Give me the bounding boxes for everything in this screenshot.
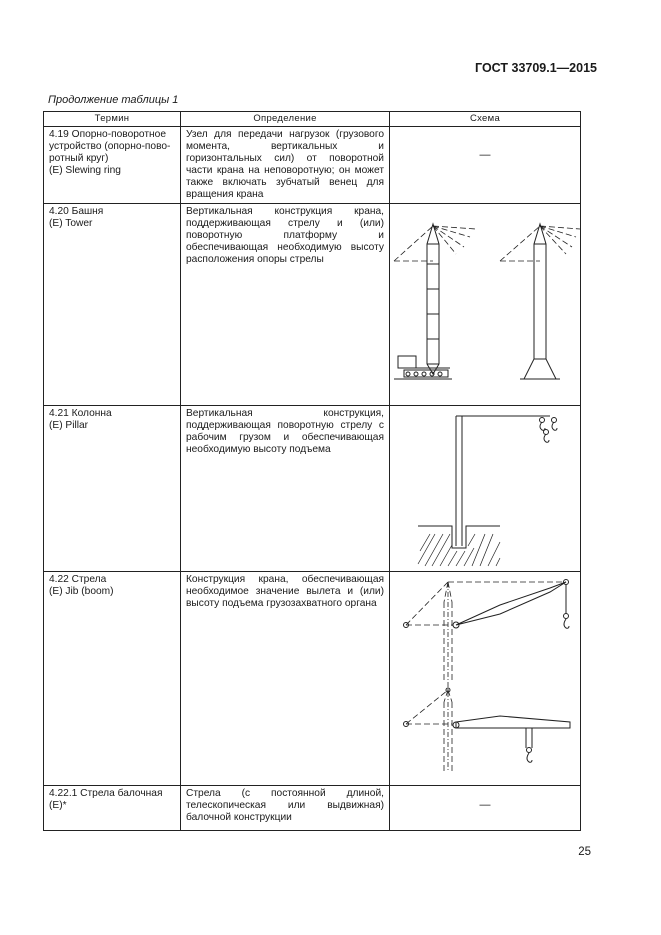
schema-cell <box>390 786 581 831</box>
term-cell <box>44 786 181 831</box>
schema-cell <box>390 127 581 204</box>
schema-cell <box>390 204 581 406</box>
term-line: (E) Jib (boom) <box>49 586 114 597</box>
term-cell <box>44 204 181 406</box>
term-line: 4.22.1 Стрела балочная <box>49 788 163 799</box>
table-row <box>44 572 581 786</box>
column-header-schema: Схема <box>390 112 581 127</box>
terms-table <box>43 111 581 831</box>
term-cell <box>44 406 181 572</box>
table-row <box>44 127 581 204</box>
term-line: ротный круг) <box>49 153 109 164</box>
term-line: (E) Slewing ring <box>49 165 121 176</box>
pillar-diagram-icon <box>390 406 581 570</box>
term-line: 4.21 Колонна <box>49 408 112 419</box>
table-row <box>44 204 581 406</box>
definition-cell: Узел для передачи нагрузок (грузового момента, вертикальных и горизонтальных сил) от поворотной части крана на неповоротную; он может также включать зубчатый венец для вращения крана <box>181 127 390 204</box>
term-line: 4.22 Стрела <box>49 574 107 585</box>
term-line: (E) Tower <box>49 218 93 229</box>
definition-cell: Вертикальная конструкция крана, поддерживающая стрелу и (или) поворотную платформу и обеспечивающая необходимую высоту расположения опоры стрелы <box>181 204 390 406</box>
column-header-definition: Определение <box>181 112 390 127</box>
schema-dash: — <box>479 799 491 811</box>
schema-cell <box>390 572 581 786</box>
term-line: 4.19 Опорно-поворотное <box>49 129 166 140</box>
definition-cell: Стрела (с постоянной длиной, телескопическая или выдвижная) балочной конструкции <box>181 786 390 831</box>
jib-diagram-icon <box>390 572 581 784</box>
table-continuation-caption: Продолжение таблицы 1 <box>48 94 179 106</box>
term-line: (E) Pillar <box>49 420 89 431</box>
term-cell <box>44 127 181 204</box>
schema-cell <box>390 406 581 572</box>
table-row <box>44 786 581 831</box>
table-header-row <box>44 112 581 127</box>
table-row <box>44 406 581 572</box>
definition-cell: Конструкция крана, обеспечивающая необходимое значение вылета и (или) высоту подъема грузозахватного органа <box>181 572 390 786</box>
term-line: (E)* <box>49 800 67 811</box>
term-line: 4.20 Башня <box>49 206 104 217</box>
column-header-term: Термин <box>44 112 181 127</box>
page-number: 25 <box>578 846 591 858</box>
standard-code: ГОСТ 33709.1—2015 <box>475 61 597 75</box>
term-cell <box>44 572 181 786</box>
definition-cell: Вертикальная конструкция, поддерживающая поворотную стрелу с рабочим грузом и обеспечивающая необходимую высоту подъема <box>181 406 390 572</box>
tower-diagram-icon <box>390 204 581 404</box>
schema-dash: — <box>479 149 491 161</box>
term-line: устройство (опорно-пово- <box>49 141 171 152</box>
